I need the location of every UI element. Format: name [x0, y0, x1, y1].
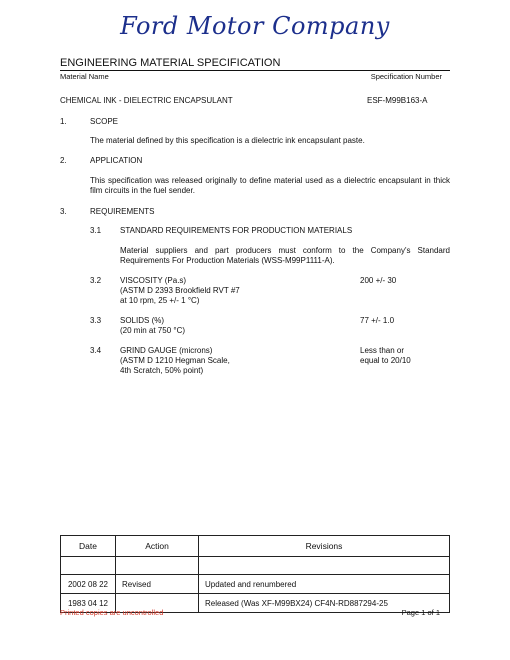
row-date: [61, 557, 116, 575]
section-application-number: 2.: [60, 156, 67, 165]
material-name: CHEMICAL INK - DIELECTRIC ENCAPSULANT: [60, 96, 233, 105]
revisions-header-row: [61, 536, 450, 557]
row-revision: Released (Was XF-M99BX24) CF4N-RD887294-25: [199, 594, 450, 613]
req-3-3-number: 3.3: [90, 316, 102, 325]
req-3-4-line2: (ASTM D 1210 Hegman Scale,: [120, 356, 230, 365]
header-date: Date: [61, 536, 116, 557]
spec-number-label: Specification Number: [370, 72, 442, 81]
section-scope-title: SCOPE: [90, 117, 119, 126]
req-3-1-number: 3.1: [90, 226, 102, 235]
uncontrolled-copy-note: Printed copies are uncontrolled: [60, 608, 164, 617]
row-action: Revised: [116, 575, 199, 594]
req-3-4-value-line1: Less than or: [360, 346, 405, 355]
req-3-3-line2: (20 min at 750 °C): [120, 326, 186, 335]
ford-logo: Ford Motor Company: [120, 12, 390, 40]
header-revisions: Revisions: [199, 536, 450, 557]
header-action: Action: [116, 536, 199, 557]
req-3-2-value: 200 +/- 30: [360, 276, 397, 285]
req-3-3-line1: SOLIDS (%): [120, 316, 165, 325]
section-application-title: APPLICATION: [90, 156, 143, 165]
table-row: [61, 557, 450, 575]
req-3-1-title: STANDARD REQUIREMENTS FOR PRODUCTION MATERIALS: [120, 226, 353, 235]
row-date: 1983 04 12: [61, 594, 116, 613]
page-number: Page 1 of 1: [401, 608, 440, 617]
row-revision: [199, 557, 450, 575]
table-row: [61, 575, 450, 594]
req-3-4-line1: GRIND GAUGE (microns): [120, 346, 213, 355]
section-requirements-number: 3.: [60, 207, 67, 216]
row-action: [116, 557, 199, 575]
page-title: ENGINEERING MATERIAL SPECIFICATION: [60, 57, 281, 69]
section-requirements-title: REQUIREMENTS: [90, 207, 155, 216]
req-3-4-number: 3.4: [90, 346, 102, 355]
req-3-2-line2: (ASTM D 2393 Brookfield RVT #7: [120, 286, 240, 295]
material-name-label: Material Name: [60, 72, 109, 81]
row-revision: Updated and renumbered: [199, 575, 450, 594]
title-rule: [60, 70, 450, 71]
section-scope-text: The material defined by this specification is a dielectric ink encapsulant paste.: [90, 136, 365, 145]
revisions-table: [60, 535, 450, 613]
req-3-2-line1: VISCOSITY (Pa.s): [120, 276, 187, 285]
req-3-4-value-line2: equal to 20/10: [360, 356, 411, 365]
section-scope-number: 1.: [60, 117, 67, 126]
spec-number: ESF-M99B163-A: [367, 96, 428, 105]
req-3-3-value: 77 +/- 1.0: [360, 316, 395, 325]
req-3-2-line3: at 10 rpm, 25 +/- 1 °C): [120, 296, 200, 305]
req-3-2-number: 3.2: [90, 276, 102, 285]
req-3-4-line3: 4th Scratch, 50% point): [120, 366, 204, 375]
req-3-1-text: Material suppliers and part producers must conform to the Company's Standard Requirements For Production Materials (WSS-M99P1111-A).: [120, 246, 450, 265]
section-application-text: This specification was released originally to define material used as a dielectric encapsulant in thick film circuits in the fuel sender.: [90, 176, 450, 195]
row-date: 2002 08 22: [61, 575, 116, 594]
